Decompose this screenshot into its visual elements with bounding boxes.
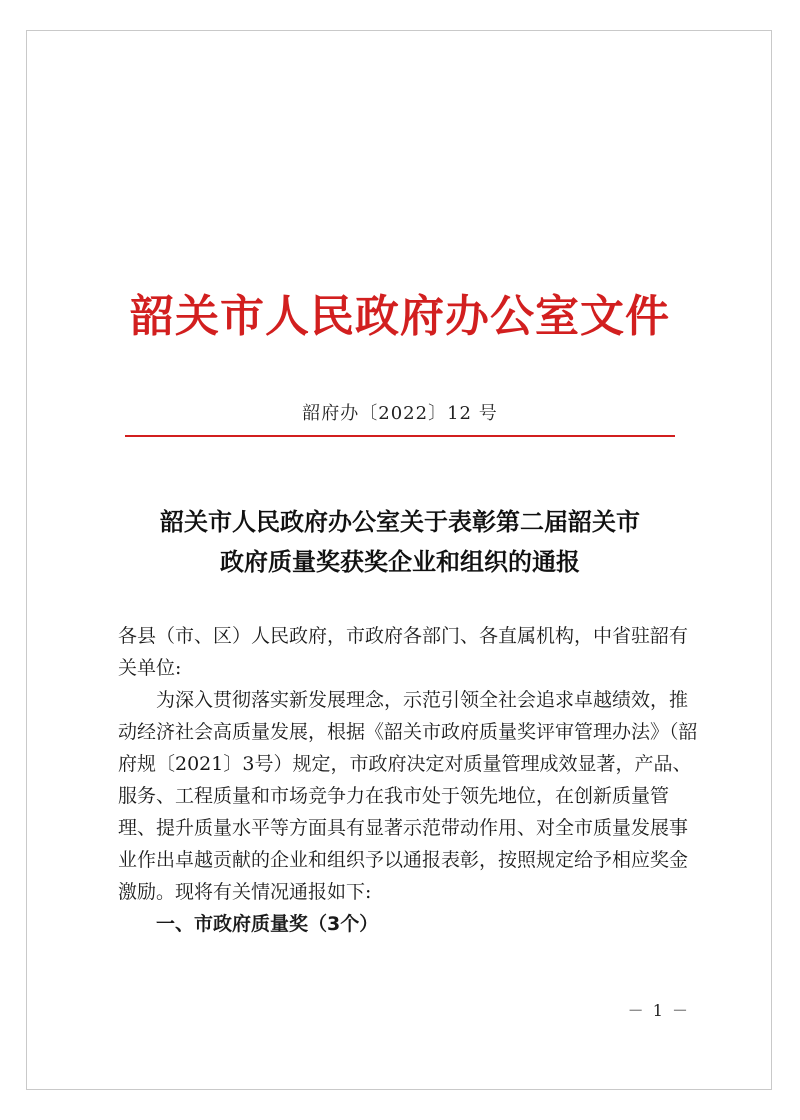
document-number: 韶府办〔2022〕12 号 [302, 403, 498, 424]
document-header-title: 韶关市人民政府办公室文件 [130, 291, 670, 342]
red-separator-line [125, 435, 675, 437]
body-paragraph-1: 为深入贯彻落实新发展理念，示范引领全社会追求卓越绩效，推动经济社会高质量发展，根据《韶关市政府质量奖评审管理办法》（韶府规〔2021〕3号）规定，市政府决定对质量管理成效显著，产品、服务、工程质量和市场竞争力在我市处于领先地位，在创新质量管理、提升质量水平等方面具有显著示范带动作用、对全市质量发展事业作出卓越贡献的企业和组织予以通报表彰，按照规定给予相应奖金激励。现将有关情况通报如下: [118, 689, 698, 903]
document-body [118, 620, 698, 940]
notice-title [60, 502, 740, 582]
addressee-paragraph: 各县（市、区）人民政府，市政府各部门、各直属机构，中省驻韶有关单位: [118, 625, 689, 679]
section-heading-1: 一、市政府质量奖（3个） [156, 913, 379, 935]
notice-title-line-1: 韶关市人民政府办公室关于表彰第二届韶关市 [160, 508, 640, 536]
notice-title-line-2: 政府质量奖获奖企业和组织的通报 [220, 548, 580, 576]
page-number: － 1 － [627, 1001, 690, 1020]
